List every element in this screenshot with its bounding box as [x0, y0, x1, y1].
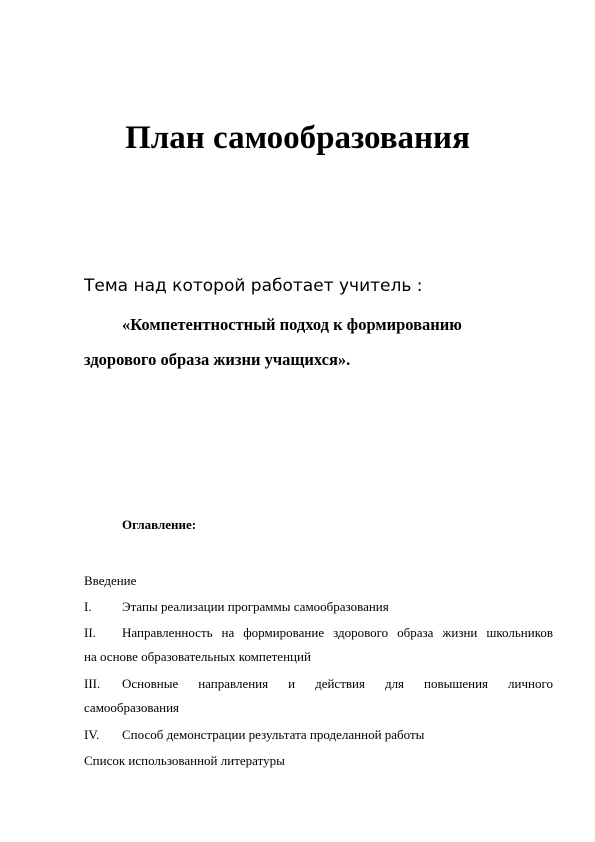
toc-item-number: I.	[84, 599, 92, 614]
toc-item-number: II.	[84, 625, 96, 640]
topic-line-2: здорового образа жизни учащихся».	[84, 350, 351, 369]
toc-item-text: Способ демонстрации результата проделанной работы	[122, 727, 425, 742]
toc-item-text: Направленность на формирование здорового образа жизни школьников	[122, 625, 553, 640]
toc-item-number: IV.	[84, 727, 100, 742]
document-title: План самообразования	[125, 120, 470, 156]
toc-item-text: Этапы реализации программы самообразования	[122, 599, 389, 614]
toc-outro: Список использованной литературы	[84, 753, 285, 768]
topic-line-1: «Компетентностный подход к формированию	[122, 315, 462, 334]
toc-heading: Оглавление:	[122, 517, 197, 532]
toc-item-number: III.	[84, 676, 101, 691]
toc-item-text: Основные направления и действия для повышения личного	[122, 676, 553, 691]
toc-intro: Введение	[84, 573, 137, 588]
topic-label: Тема над которой работает учитель :	[84, 276, 423, 296]
toc-item-3-continuation: самообразования	[84, 700, 179, 715]
toc-item-2-continuation: на основе образовательных компетенций	[84, 649, 311, 664]
